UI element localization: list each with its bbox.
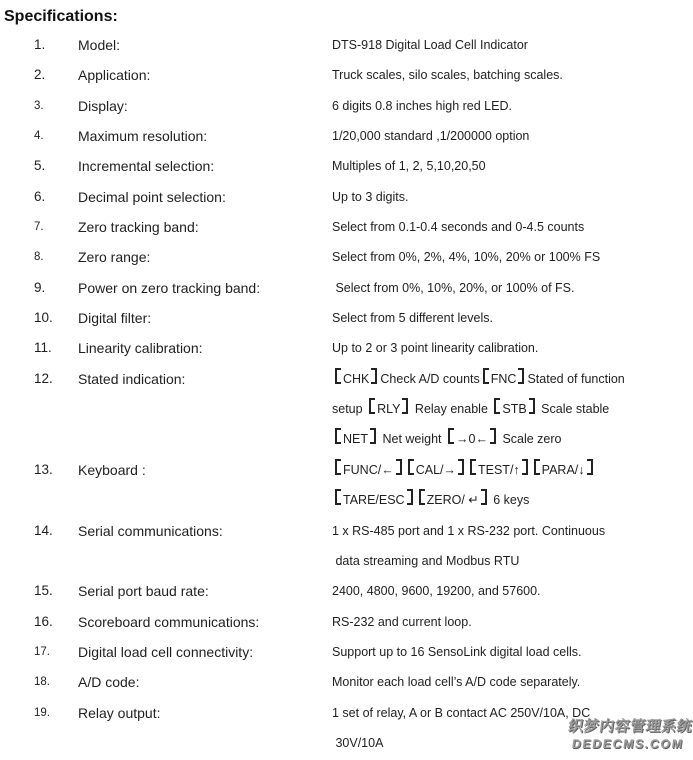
right-bracket-glyph — [518, 368, 524, 384]
spec-item-label: Keyboard : — [78, 461, 146, 478]
spec-item-label: Digital load cell connectivity: — [78, 643, 254, 660]
spec-item-value — [332, 364, 693, 455]
left-bracket-glyph — [335, 428, 341, 444]
spec-value-line: setup RLY Relay enable STB Scale stable — [332, 394, 693, 424]
left-bracket-glyph — [448, 428, 454, 444]
spec-value-line: Up to 2 or 3 point linearity calibration. — [332, 341, 539, 356]
page-title: Specifications: — [4, 8, 118, 25]
spec-row — [0, 333, 693, 363]
spec-item-value — [332, 637, 693, 667]
spec-item-number: 2. — [34, 67, 46, 83]
spec-value-line: 1/20,000 standard ,1/200000 option — [332, 129, 530, 144]
left-bracket-glyph — [483, 368, 489, 384]
spec-row — [0, 607, 693, 637]
left-bracket-glyph — [408, 459, 414, 475]
spec-value-line: 2400, 4800, 9600, 19200, and 57600. — [332, 584, 541, 599]
spec-item-value — [332, 242, 693, 272]
spec-item-value — [332, 516, 693, 577]
spec-value-line: Select from 0%, 10%, 20%, or 100% of FS. — [332, 280, 575, 295]
spec-item-label: Zero tracking band: — [78, 219, 199, 236]
spec-item-number: 17. — [34, 645, 50, 658]
spec-row — [0, 151, 693, 181]
spec-value-line: data streaming and Modbus RTU — [332, 553, 520, 568]
spec-row — [0, 364, 693, 455]
spec-value-line: Select from 0%, 2%, 4%, 10%, 20% or 100% FS — [332, 250, 601, 265]
spec-item-number: 5. — [34, 158, 46, 174]
right-bracket-glyph — [481, 489, 487, 505]
left-bracket-glyph — [494, 398, 500, 414]
spec-item-number: 7. — [34, 221, 44, 234]
spec-item-label: Digital filter: — [78, 310, 152, 327]
spec-item-value — [332, 151, 693, 181]
spec-value-line: Monitor each load cell’s A/D code separately. — [332, 675, 581, 690]
spec-row — [0, 60, 693, 90]
spec-item-label: A/D code: — [78, 674, 140, 691]
spec-item-value — [332, 333, 693, 363]
spec-item-label: Scoreboard communications: — [78, 613, 260, 630]
spec-item-value — [332, 607, 693, 637]
spec-item-number: 18. — [34, 676, 50, 689]
spec-item-label: Incremental selection: — [78, 158, 215, 175]
spec-item-value — [332, 212, 693, 242]
spec-item-number: 1. — [34, 37, 46, 52]
spec-row — [0, 212, 693, 242]
spec-row — [0, 121, 693, 151]
spec-item-value — [332, 576, 693, 606]
spec-item-value — [332, 121, 693, 151]
spec-item-label: Relay output: — [78, 704, 161, 721]
watermark-domain-text: DEDECMS.COM — [570, 736, 685, 751]
spec-row — [0, 637, 693, 667]
spec-row — [0, 516, 693, 577]
spec-row — [0, 182, 693, 212]
spec-item-number: 14. — [34, 522, 53, 538]
spec-item-number: 3. — [34, 99, 44, 112]
spec-item-value — [332, 273, 693, 303]
right-bracket-glyph — [522, 459, 528, 475]
spec-item-value — [332, 182, 693, 212]
spec-item-number: 8. — [34, 251, 44, 264]
right-bracket-glyph — [529, 398, 535, 414]
spec-value-line: CHK Check A/D counts FNC Stated of function — [332, 364, 693, 394]
spec-value-line: Select from 5 different levels. — [332, 311, 493, 326]
spec-value-line: Up to 3 digits. — [332, 189, 409, 204]
right-bracket-glyph — [458, 459, 464, 475]
spec-item-value — [332, 91, 693, 121]
spec-item-value — [332, 455, 693, 516]
right-bracket-glyph — [371, 368, 377, 384]
spec-item-number: 4. — [34, 130, 44, 143]
spec-item-label: Maximum resolution: — [78, 128, 208, 145]
right-bracket-glyph — [402, 398, 408, 414]
left-bracket-glyph — [335, 489, 341, 505]
spec-item-label: Decimal point selection: — [78, 188, 226, 205]
spec-item-value — [332, 667, 693, 697]
spec-value-line: Multiples of 1, 2, 5,10,20,50 — [332, 159, 486, 174]
spec-item-number: 12. — [34, 370, 53, 386]
spec-row — [0, 91, 693, 121]
left-bracket-glyph — [335, 368, 341, 384]
spec-item-number: 19. — [34, 706, 50, 719]
spec-value-line: DTS-918 Digital Load Cell Indicator — [332, 38, 528, 52]
spec-item-label: Power on zero tracking band: — [78, 279, 261, 296]
spec-value-line: RS-232 and current loop. — [332, 614, 472, 629]
left-bracket-glyph — [534, 459, 540, 475]
watermark-cjk-text: 织梦内容管理系统 — [567, 718, 693, 735]
spec-value-line: Support up to 16 SensoLink digital load cells. — [332, 644, 582, 659]
spec-item-number: 10. — [34, 310, 53, 326]
left-bracket-glyph — [335, 459, 341, 475]
right-bracket-glyph — [587, 459, 593, 475]
spec-item-number: 6. — [34, 188, 46, 204]
left-bracket-glyph — [470, 459, 476, 475]
spec-item-value — [332, 60, 693, 90]
right-bracket-glyph — [396, 459, 402, 475]
spec-value-line: Select from 0.1-0.4 seconds and 0-4.5 counts — [332, 220, 585, 235]
right-bracket-glyph — [490, 428, 496, 444]
spec-value-line: 1 x RS-485 port and 1 x RS-232 port. Continuous — [332, 523, 606, 538]
spec-item-label: Linearity calibration: — [78, 340, 203, 357]
spec-item-label: Serial communications: — [78, 522, 223, 539]
spec-item-number: 9. — [34, 279, 46, 295]
spec-item-label: Display: — [78, 97, 128, 114]
spec-value-line: TARE/ESC ZERO/ ↵ 6 keys — [332, 485, 693, 515]
spec-row — [0, 667, 693, 697]
spec-row — [0, 273, 693, 303]
spec-list — [0, 30, 693, 758]
spec-row — [0, 30, 693, 60]
spec-item-number: 16. — [34, 613, 53, 629]
spec-item-value — [332, 303, 693, 333]
spec-item-label: Zero range: — [78, 249, 151, 266]
spec-item-value — [332, 30, 693, 60]
spec-item-label: Serial port baud rate: — [78, 583, 209, 600]
spec-item-label: Model: — [78, 37, 121, 53]
spec-value-line: 6 digits 0.8 inches high red LED. — [332, 98, 512, 113]
spec-item-number: 11. — [34, 340, 52, 356]
spec-row — [0, 576, 693, 606]
spec-item-number: 13. — [34, 461, 53, 477]
spec-row — [0, 303, 693, 333]
spec-item-label: Stated indication: — [78, 370, 186, 387]
right-bracket-glyph — [370, 428, 376, 444]
spec-value-line: 30V/10A — [332, 735, 384, 750]
spec-value-line: FUNC/← CAL/→ TEST/↑ PARA/↓ — [332, 455, 693, 485]
spec-row — [0, 242, 693, 272]
left-bracket-glyph — [419, 489, 425, 505]
left-bracket-glyph — [369, 398, 375, 414]
spec-value-line: 1 set of relay, A or B contact AC 250V/10A, DC — [332, 705, 591, 720]
right-bracket-glyph — [407, 489, 413, 505]
spec-row — [0, 455, 693, 516]
spec-item-number: 15. — [34, 583, 53, 599]
spec-value-line: Truck scales, silo scales, batching scales. — [332, 68, 563, 83]
spec-value-line: NET Net weight →0← Scale zero — [332, 424, 693, 454]
spec-item-label: Application: — [78, 67, 151, 84]
watermark — [565, 718, 693, 752]
